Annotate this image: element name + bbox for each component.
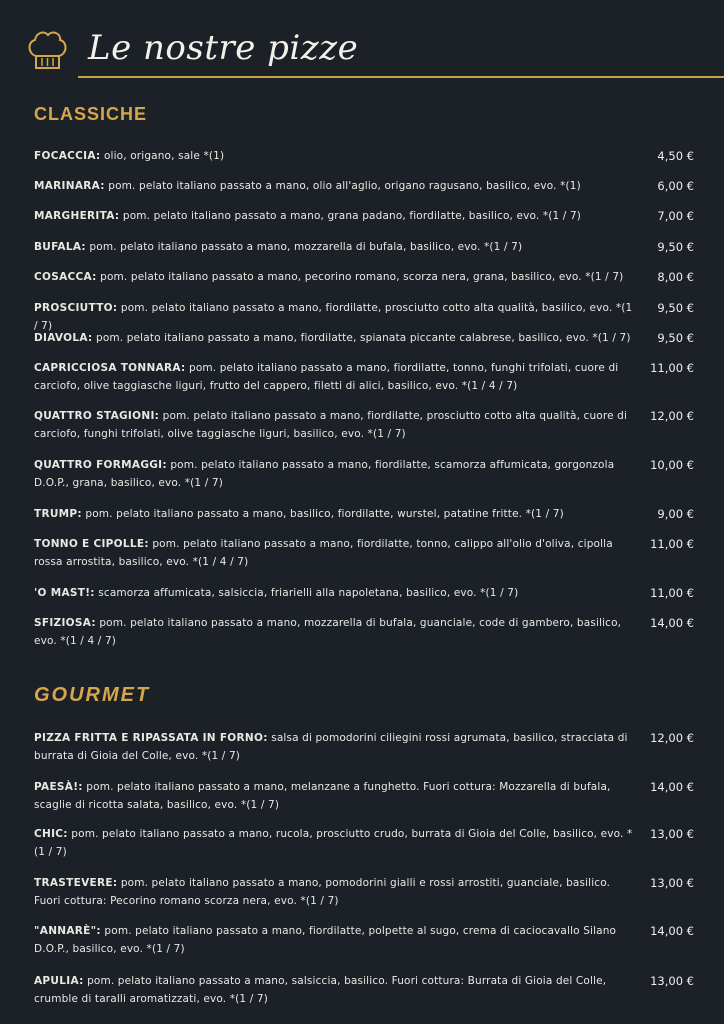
menu-item <box>34 407 694 443</box>
item-name: DIAVOLA: <box>34 332 93 344</box>
item-price: 14,00 € <box>650 616 694 630</box>
item-description: "ANNARÈ": pom. pelato italiano passato a mano, fiordilatte, polpette al sugo, crema di caciocavallo Silano D.O.P., basilico, evo. *(1 / 7) <box>34 925 617 955</box>
item-name: MARGHERITA: <box>34 210 120 222</box>
item-price: 10,00 € <box>650 458 694 472</box>
menu-item <box>34 972 694 1008</box>
item-description: QUATTRO STAGIONI: pom. pelato italiano passato a mano, fiordilatte, prosciutto cotto alta qualità, cuore di carciofo, funghi trifolati, olive taggiasche liguri, basilico, evo. *(1 / 7) <box>34 410 628 440</box>
item-price: 14,00 € <box>650 780 694 794</box>
item-name: TRUMP: <box>34 508 82 520</box>
item-name: CHIC: <box>34 828 68 840</box>
item-price: 13,00 € <box>650 974 694 988</box>
item-name: COSACCA: <box>34 271 97 283</box>
item-description: SFIZIOSA: pom. pelato italiano passato a mano, mozzarella di bufala, guanciale, code di gambero, basilico, evo. *(1 / 4 / 7) <box>34 617 622 647</box>
item-price: 14,00 € <box>650 924 694 938</box>
item-name: QUATTRO FORMAGGI: <box>34 459 167 471</box>
item-price: 13,00 € <box>650 876 694 890</box>
menu-item <box>34 329 694 347</box>
page-title: Le nostre pizze <box>88 28 359 68</box>
item-description: TRUMP: pom. pelato italiano passato a mano, basilico, fiordilatte, wurstel, patatine fritte. *(1 / 7) <box>34 508 564 520</box>
item-name: PAESÀ!: <box>34 781 83 793</box>
item-description: MARINARA: pom. pelato italiano passato a mano, olio all'aglio, origano ragusano, basilico, evo. *(1) <box>34 180 581 192</box>
section-title-gourmet: GOURMET <box>34 684 151 706</box>
menu-item <box>34 825 694 861</box>
item-name: PROSCIUTTO: <box>34 302 118 314</box>
chef-hat-icon <box>24 26 70 72</box>
item-description: PROSCIUTTO: pom. pelato italiano passato a mano, fiordilatte, prosciutto cotto alta qualità, basilico, evo. *(1 / 7) <box>34 302 633 332</box>
item-name: APULIA: <box>34 975 84 987</box>
item-name: 'O MAST!: <box>34 587 95 599</box>
item-description: MARGHERITA: pom. pelato italiano passato a mano, grana padano, fiordilatte, basilico, evo. *(1 / 7) <box>34 210 582 222</box>
item-name: TONNO E CIPOLLE: <box>34 538 149 550</box>
menu-item <box>34 359 694 395</box>
item-name: MARINARA: <box>34 180 105 192</box>
item-description: CAPRICCIOSA TONNARA: pom. pelato italiano passato a mano, fiordilatte, tonno, funghi trifolati, cuore di carciofo, olive taggiasche liguri, frutto del cappero, filetti di alici, basilico, evo. *(1 / 4 / 7) <box>34 362 619 392</box>
item-name: CAPRICCIOSA TONNARA: <box>34 362 186 374</box>
menu-header <box>0 0 724 90</box>
item-price: 9,50 € <box>657 240 694 254</box>
menu-item <box>34 238 694 256</box>
item-description: COSACCA: pom. pelato italiano passato a mano, pecorino romano, scorza nera, grana, basilico, evo. *(1 / 7) <box>34 271 624 283</box>
item-price: 6,00 € <box>657 179 694 193</box>
item-name: PIZZA FRITTA E RIPASSATA IN FORNO: <box>34 732 268 744</box>
item-name: BUFALA: <box>34 241 86 253</box>
item-price: 9,50 € <box>657 301 694 315</box>
menu-item <box>34 207 694 225</box>
item-price: 11,00 € <box>650 361 694 375</box>
item-name: FOCACCIA: <box>34 150 101 162</box>
menu-item <box>34 729 694 765</box>
item-name: TRASTEVERE: <box>34 877 118 889</box>
title-underline <box>78 76 724 78</box>
item-name: "ANNARÈ": <box>34 925 101 937</box>
item-description: TRASTEVERE: pom. pelato italiano passato a mano, pomodorini gialli e rossi arrostiti, guanciale, basilico. Fuori cottura: Pecorino romano scorza nera, evo. *(1 / 7) <box>34 877 611 907</box>
item-price: 11,00 € <box>650 537 694 551</box>
menu-item <box>34 456 694 492</box>
item-price: 9,50 € <box>657 331 694 345</box>
menu-item <box>34 614 694 650</box>
item-description: 'O MAST!: scamorza affumicata, salsiccia, friarielli alla napoletana, basilico, evo. *(1 / 7) <box>34 587 519 599</box>
menu-item <box>34 922 694 958</box>
item-description: APULIA: pom. pelato italiano passato a mano, salsiccia, basilico. Fuori cottura: Burrata di Gioia del Colle, crumble di taralli aromatizzati, evo. *(1 / 7) <box>34 975 607 1005</box>
item-price: 12,00 € <box>650 731 694 745</box>
item-description: PIZZA FRITTA E RIPASSATA IN FORNO: salsa di pomodorini ciliegini rossi agrumata, basilico, stracciata di burrata di Gioia del Colle, evo. *(1 / 7) <box>34 732 628 762</box>
menu-item <box>34 778 694 814</box>
menu-item <box>34 177 694 195</box>
menu-item <box>34 147 694 165</box>
item-price: 11,00 € <box>650 586 694 600</box>
item-price: 13,00 € <box>650 827 694 841</box>
section-title-classiche: CLASSICHE <box>34 104 148 124</box>
menu-item <box>34 874 694 910</box>
item-description: QUATTRO FORMAGGI: pom. pelato italiano passato a mano, fiordilatte, scamorza affumicata, gorgonzola D.O.P., grana, basilico, evo. *(1 / 7) <box>34 459 615 489</box>
item-price: 4,50 € <box>657 149 694 163</box>
item-description: BUFALA: pom. pelato italiano passato a mano, mozzarella di bufala, basilico, evo. *(1 / 7) <box>34 241 523 253</box>
item-price: 12,00 € <box>650 409 694 423</box>
item-price: 9,00 € <box>657 507 694 521</box>
item-description: CHIC: pom. pelato italiano passato a mano, rucola, prosciutto crudo, burrata di Gioia del Colle, basilico, evo. *(1 / 7) <box>34 828 633 858</box>
item-description: TONNO E CIPOLLE: pom. pelato italiano passato a mano, fiordilatte, tonno, calippo all'olio d'oliva, cipolla rossa arrostita, basilico, evo. *(1 / 4 / 7) <box>34 538 613 568</box>
menu-item <box>34 584 694 602</box>
menu-item <box>34 268 694 286</box>
item-description: DIAVOLA: pom. pelato italiano passato a mano, fiordilatte, spianata piccante calabrese, basilico, evo. *(1 / 7) <box>34 332 631 344</box>
item-description: FOCACCIA: olio, origano, sale *(1) <box>34 150 225 162</box>
menu-item <box>34 535 694 571</box>
menu-item <box>34 505 694 523</box>
item-name: QUATTRO STAGIONI: <box>34 410 160 422</box>
item-price: 7,00 € <box>657 209 694 223</box>
item-price: 8,00 € <box>657 270 694 284</box>
item-name: SFIZIOSA: <box>34 617 96 629</box>
item-description: PAESÀ!: pom. pelato italiano passato a mano, melanzane a funghetto. Fuori cottura: Mozzarella di bufala, scaglie di ricotta salata, basilico, evo. *(1 / 7) <box>34 781 611 811</box>
